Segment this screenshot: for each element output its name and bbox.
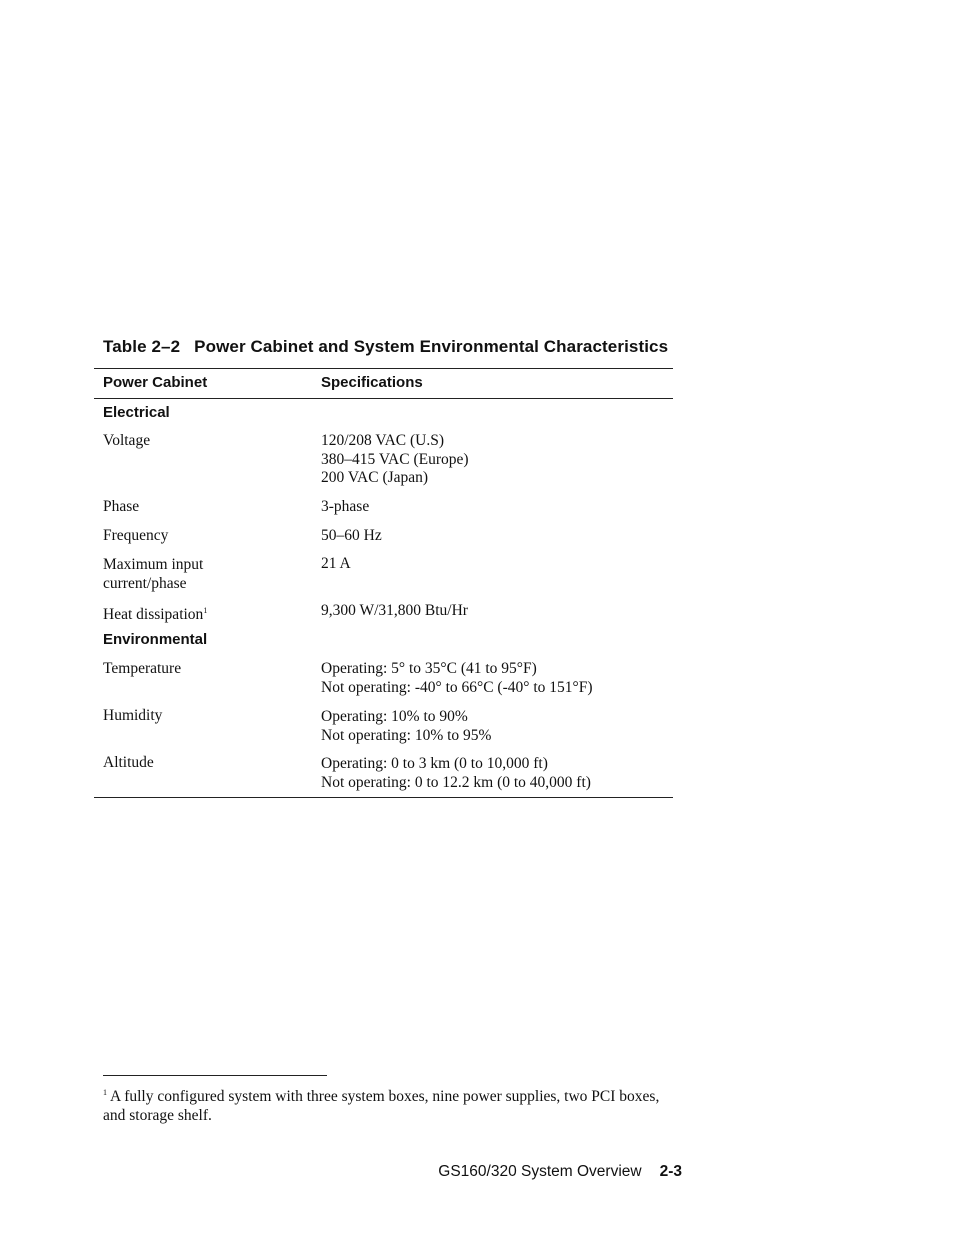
table-top-rule [94, 368, 673, 369]
column-header-power-cabinet: Power Cabinet [103, 374, 208, 391]
footnote [103, 1084, 673, 1125]
footnote-rule [103, 1075, 327, 1076]
table-title: Power Cabinet and System Environmental Characteristics [194, 337, 669, 356]
row-label-frequency: Frequency [103, 527, 169, 544]
table-caption [103, 337, 668, 357]
section-heading-electrical: Electrical [103, 404, 170, 421]
row-label-voltage: Voltage [103, 432, 151, 449]
row-label-altitude: Altitude [103, 754, 154, 771]
row-value-max-input-current: 21 A [321, 555, 351, 572]
footnote-marker: 1 [103, 1088, 107, 1097]
footnote-text: A fully configured system with three system boxes, nine power supplies, two PCI boxes, and storage shelf. [103, 1088, 660, 1124]
footer-title: GS160/320 System Overview [438, 1163, 642, 1180]
section-heading-environmental: Environmental [103, 631, 208, 648]
row-label-max-input-current: Maximum input current/phase [103, 556, 204, 592]
row-value-heat-dissipation: 9,300 W/31,800 Btu/Hr [321, 602, 468, 619]
row-label-phase: Phase [103, 498, 140, 515]
column-header-specifications: Specifications [321, 374, 423, 391]
row-value-voltage: 120/208 VAC (U.S) 380–415 VAC (Europe) 200 VAC (Japan) [321, 432, 469, 486]
table-header-rule [94, 398, 673, 399]
row-label-heat-dissipation: Heat dissipation$^1$ [103, 606, 208, 623]
table-bottom-rule [94, 797, 673, 798]
table-number: Table 2–2 [103, 337, 181, 356]
row-value-temperature: Operating: 5° to 35°C (41 to 95°F) Not operating: -40° to 66°C (-40° to 151°F) [321, 660, 593, 696]
row-value-altitude: Operating: 0 to 3 km (0 to 10,000 ft) Not operating: 0 to 12.2 km (0 to 40,000 ft) [321, 755, 591, 791]
row-value-phase: 3-phase [321, 498, 370, 515]
page-footer [438, 1163, 682, 1181]
row-value-humidity: Operating: 10% to 90% Not operating: 10% to 95% [321, 708, 492, 744]
row-label-humidity: Humidity [103, 707, 163, 724]
row-label-temperature: Temperature [103, 660, 182, 677]
page-number: 2-3 [659, 1163, 682, 1180]
footnote-ref: 1 [203, 606, 208, 615]
row-value-frequency: 50–60 Hz [321, 527, 382, 544]
